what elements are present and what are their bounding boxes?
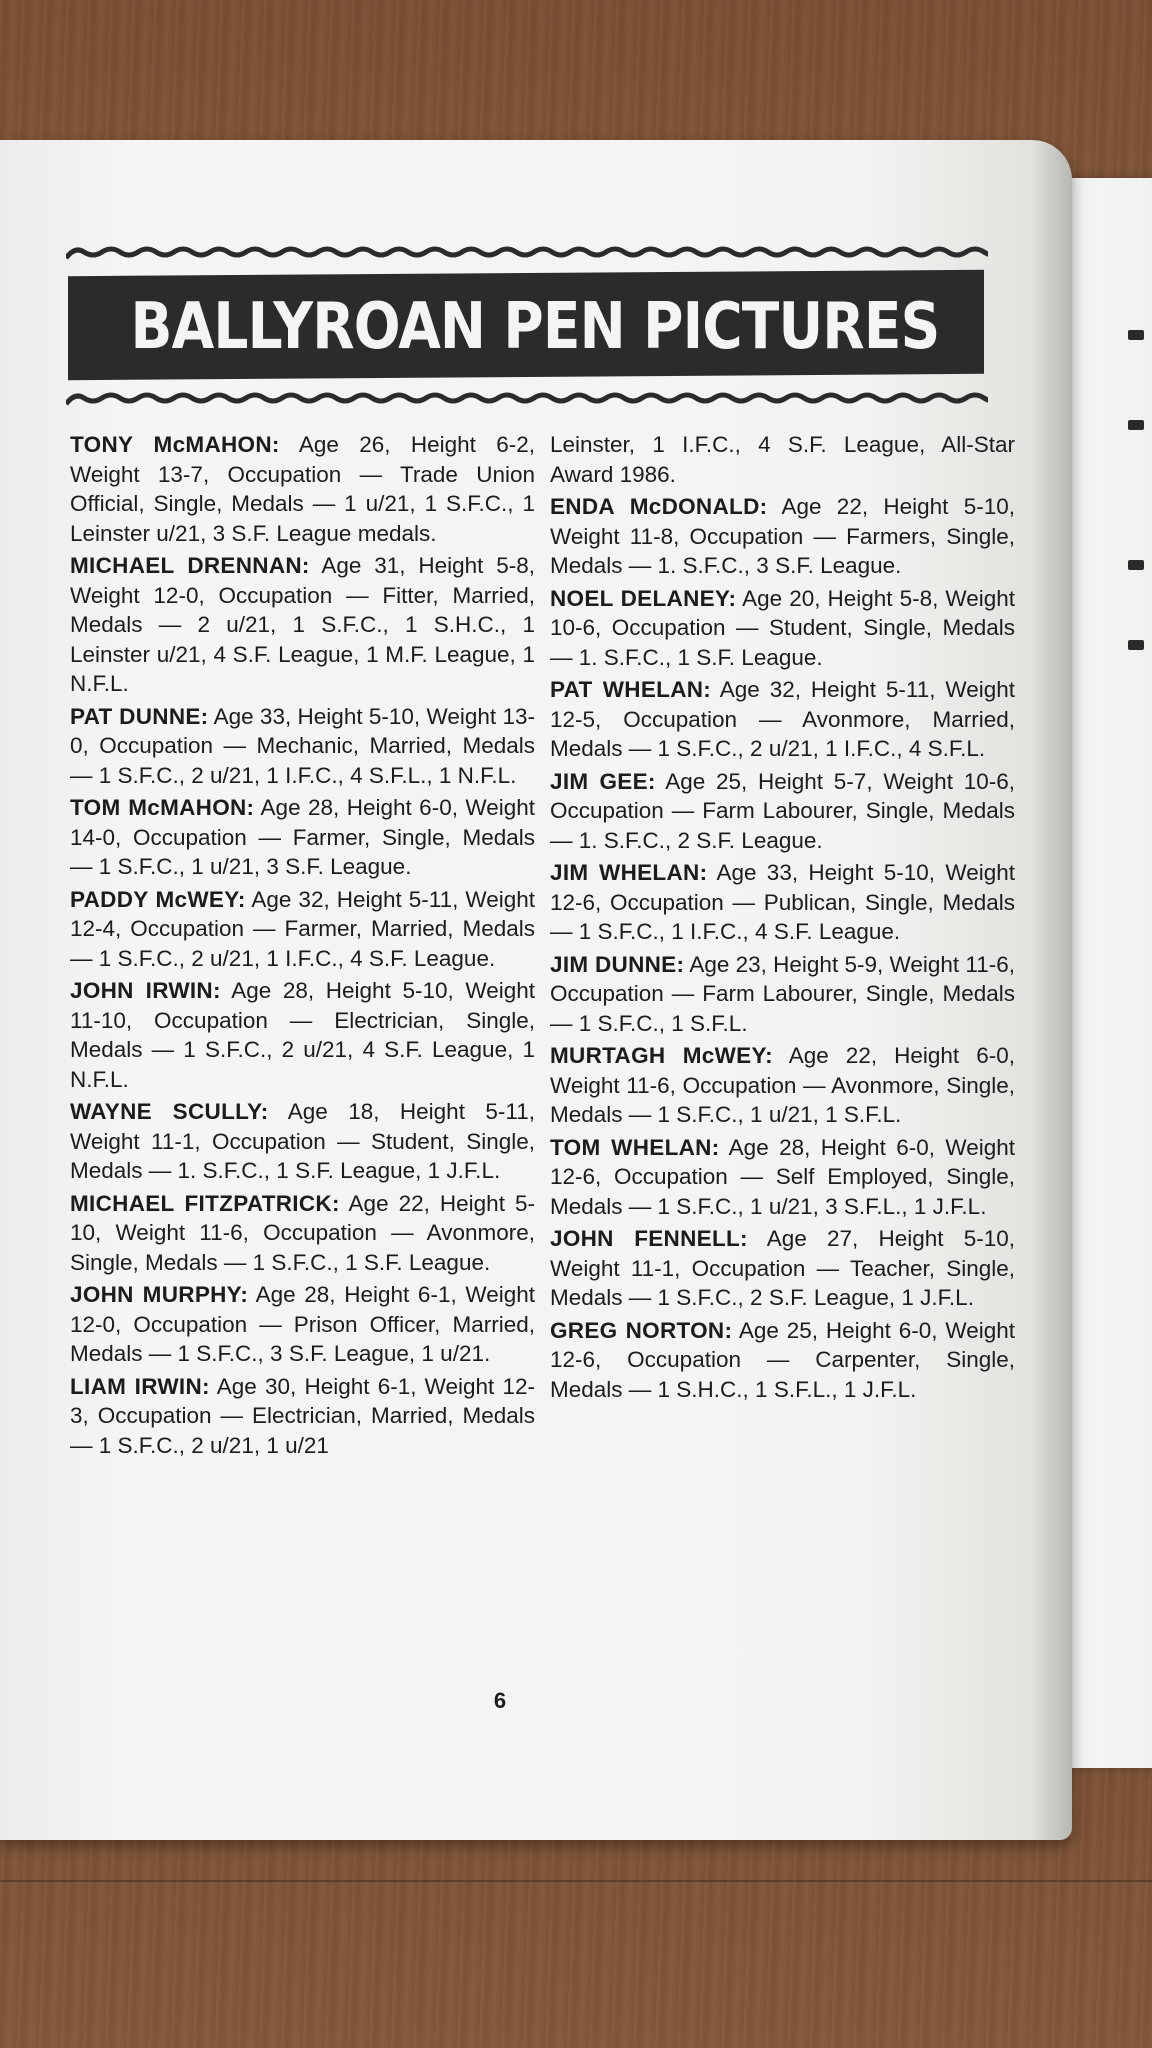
- spine-shadow: [1032, 140, 1072, 1840]
- player-entry: [70, 430, 535, 548]
- player-entry: [70, 702, 535, 791]
- player-details: Age 28, Height 6-0, Weight 12-6, Occupation — Self Employed, Single, Medals — 1 S.F.C., 1 u/21, 3 S.F.L., 1 J.F.L.: [550, 1134, 1016, 1219]
- player-name: TONY McMAHON:: [70, 432, 280, 457]
- page-title: BALLYROAN PEN PICTURES: [130, 290, 940, 364]
- player-entry: [550, 675, 1015, 764]
- player-details: Age 25, Height 6-0, Weight 12-6, Occupation — Carpenter, Single, Medals — 1 S.H.C., 1 S.F.L., 1 J.F.L.: [550, 1317, 1015, 1402]
- player-name: JIM GEE:: [550, 768, 656, 794]
- player-details: Age 22, Height 5-10, Weight 11-6, Occupation — Avonmore, Single, Medals — 1 S.F.C., 1 S.F. League.: [70, 1190, 535, 1275]
- player-details: Age 33, Height 5-10, Weight 12-6, Occupation — Publican, Single, Medals — 1 S.F.C., 1 I.F.C., 4 S.F. League.: [550, 860, 1015, 944]
- player-name: PAT DUNNE:: [70, 703, 209, 729]
- player-details: Age 33, Height 5-10, Weight 13-0, Occupation — Mechanic, Married, Medals — 1 S.F.C., 2 u/21, 1 I.F.C., 4 S.F.L., 1 N.F.L.: [70, 703, 535, 788]
- player-entry: [550, 1041, 1015, 1130]
- player-details: Age 23, Height 5-9, Weight 11-6, Occupation — Farm Labourer, Single, Medals — 1 S.F.C., 1 S.F.L.: [550, 951, 1015, 1036]
- right-column: [550, 430, 1015, 1407]
- player-entry: [70, 1189, 535, 1278]
- player-name: PADDY McWEY:: [70, 886, 246, 912]
- player-name: MICHAEL DRENNAN:: [70, 553, 310, 578]
- player-entry: [550, 1133, 1015, 1222]
- player-details: Age 25, Height 5-7, Weight 10-6, Occupation — Farm Labourer, Single, Medals — 1. S.F.C., 2 S.F. League.: [550, 768, 1015, 853]
- page-number: 6: [493, 1688, 507, 1713]
- player-name: TOM WHELAN:: [550, 1134, 720, 1160]
- player-details: Age 20, Height 5-8, Weight 10-6, Occupation — Student, Single, Medals — 1. S.F.C., 1 S.F. League.: [550, 585, 1015, 670]
- player-name: ENDA McDONALD:: [550, 494, 768, 519]
- player-entry: [550, 430, 1015, 489]
- player-entry: [70, 976, 535, 1094]
- player-details: Age 22, Height 6-0, Weight 11-6, Occupation — Avonmore, Single, Medals — 1 S.F.C., 1 u/21, 1 S.F.L.: [550, 1043, 1015, 1127]
- player-details: Age 27, Height 5-10, Weight 11-1, Occupation — Teacher, Single, Medals — 1 S.F.C., 2 S.F. League, 1 J.F.L.: [550, 1226, 1015, 1310]
- player-details: Age 32, Height 5-11, Weight 12-5, Occupation — Avonmore, Married, Medals — 1 S.F.C., 2 u/21, 1 I.F.C., 4 S.F.L.: [550, 677, 1015, 761]
- player-name: JOHN IRWIN:: [70, 978, 221, 1003]
- programme-page: [0, 140, 1072, 1840]
- facing-page-text-fragment: [1128, 330, 1144, 340]
- player-name: PAT WHELAN:: [550, 677, 712, 702]
- player-details: Age 31, Height 5-8, Weight 12-0, Occupation — Fitter, Married, Medals — 2 u/21, 1 S.F.C., 1 S.H.C., 1 Leinster u/21, 4 S.F. League, 1 M.F. League, 1 N.F.L.: [70, 553, 535, 696]
- player-entry: [550, 492, 1015, 581]
- player-name: JOHN MURPHY:: [70, 1282, 249, 1307]
- player-entry: [550, 950, 1015, 1039]
- player-entry: [70, 551, 535, 699]
- player-name: JOHN FENNELL:: [550, 1226, 748, 1251]
- player-details: Age 32, Height 5-11, Weight 12-4, Occupation — Farmer, Married, Medals — 1 S.F.C., 2 u/21, 1 I.F.C., 4 S.F. League.: [70, 886, 535, 971]
- player-entry: [70, 1280, 535, 1369]
- facing-page-text-fragment: [1128, 640, 1144, 650]
- player-entry: [70, 793, 535, 882]
- player-entry: [550, 767, 1015, 856]
- player-details: Age 30, Height 6-1, Weight 12-3, Occupation — Electrician, Married, Medals — 1 S.F.C., 2 u/21, 1 u/21: [70, 1373, 535, 1458]
- left-column: [70, 430, 535, 1463]
- player-details: Age 26, Height 6-2, Weight 13-7, Occupation — Trade Union Official, Single, Medals — 1 u/21, 1 S.F.C., 1 Leinster u/21, 3 S.F. League medals.: [70, 432, 535, 546]
- player-entry: [550, 1316, 1015, 1405]
- pen-pictures-body: [70, 430, 1015, 1700]
- player-entry: [550, 858, 1015, 947]
- page-header: [66, 230, 988, 450]
- player-name: MICHAEL FITZPATRICK:: [70, 1190, 340, 1216]
- player-entry: [70, 1097, 535, 1186]
- player-name: LIAM IRWIN:: [70, 1373, 210, 1399]
- player-details: Age 28, Height 5-10, Weight 11-10, Occupation — Electrician, Single, Medals — 1 S.F.C., 2 u/21, 4 S.F. League, 1 N.F.L.: [70, 978, 536, 1092]
- player-entry: [550, 584, 1015, 673]
- wood-grain-line: [0, 1880, 1152, 1882]
- player-name: JIM DUNNE:: [550, 951, 685, 977]
- player-details: Leinster, 1 I.F.C., 4 S.F. League, All-Star Award 1986.: [550, 432, 1015, 487]
- player-entry: [70, 1372, 535, 1461]
- player-name: NOEL DELANEY:: [550, 585, 737, 611]
- facing-page-text-fragment: [1128, 560, 1144, 570]
- player-name: WAYNE SCULLY:: [70, 1099, 269, 1124]
- player-name: TOM McMAHON:: [70, 795, 255, 820]
- player-details: Age 22, Height 5-10, Weight 11-8, Occupation — Farmers, Single, Medals — 1. S.F.C., 3 S.F. League.: [550, 494, 1015, 578]
- player-name: GREG NORTON:: [550, 1317, 733, 1343]
- player-details: Age 28, Height 6-0, Weight 14-0, Occupation — Farmer, Single, Medals — 1 S.F.C., 1 u/21, 3 S.F. League.: [70, 795, 536, 879]
- player-details: Age 18, Height 5-11, Weight 11-1, Occupation — Student, Single, Medals — 1. S.F.C., 1 S.F. League, 1 J.F.L.: [70, 1099, 535, 1183]
- player-name: JIM WHELAN:: [550, 860, 708, 885]
- player-entry: [550, 1224, 1015, 1313]
- player-name: MURTAGH McWEY:: [550, 1043, 773, 1068]
- facing-page-text-fragment: [1128, 420, 1144, 430]
- player-details: Age 28, Height 6-1, Weight 12-0, Occupation — Prison Officer, Married, Medals — 1 S.F.C., 3 S.F. League, 1 u/21.: [70, 1282, 535, 1366]
- player-entry: [70, 885, 535, 974]
